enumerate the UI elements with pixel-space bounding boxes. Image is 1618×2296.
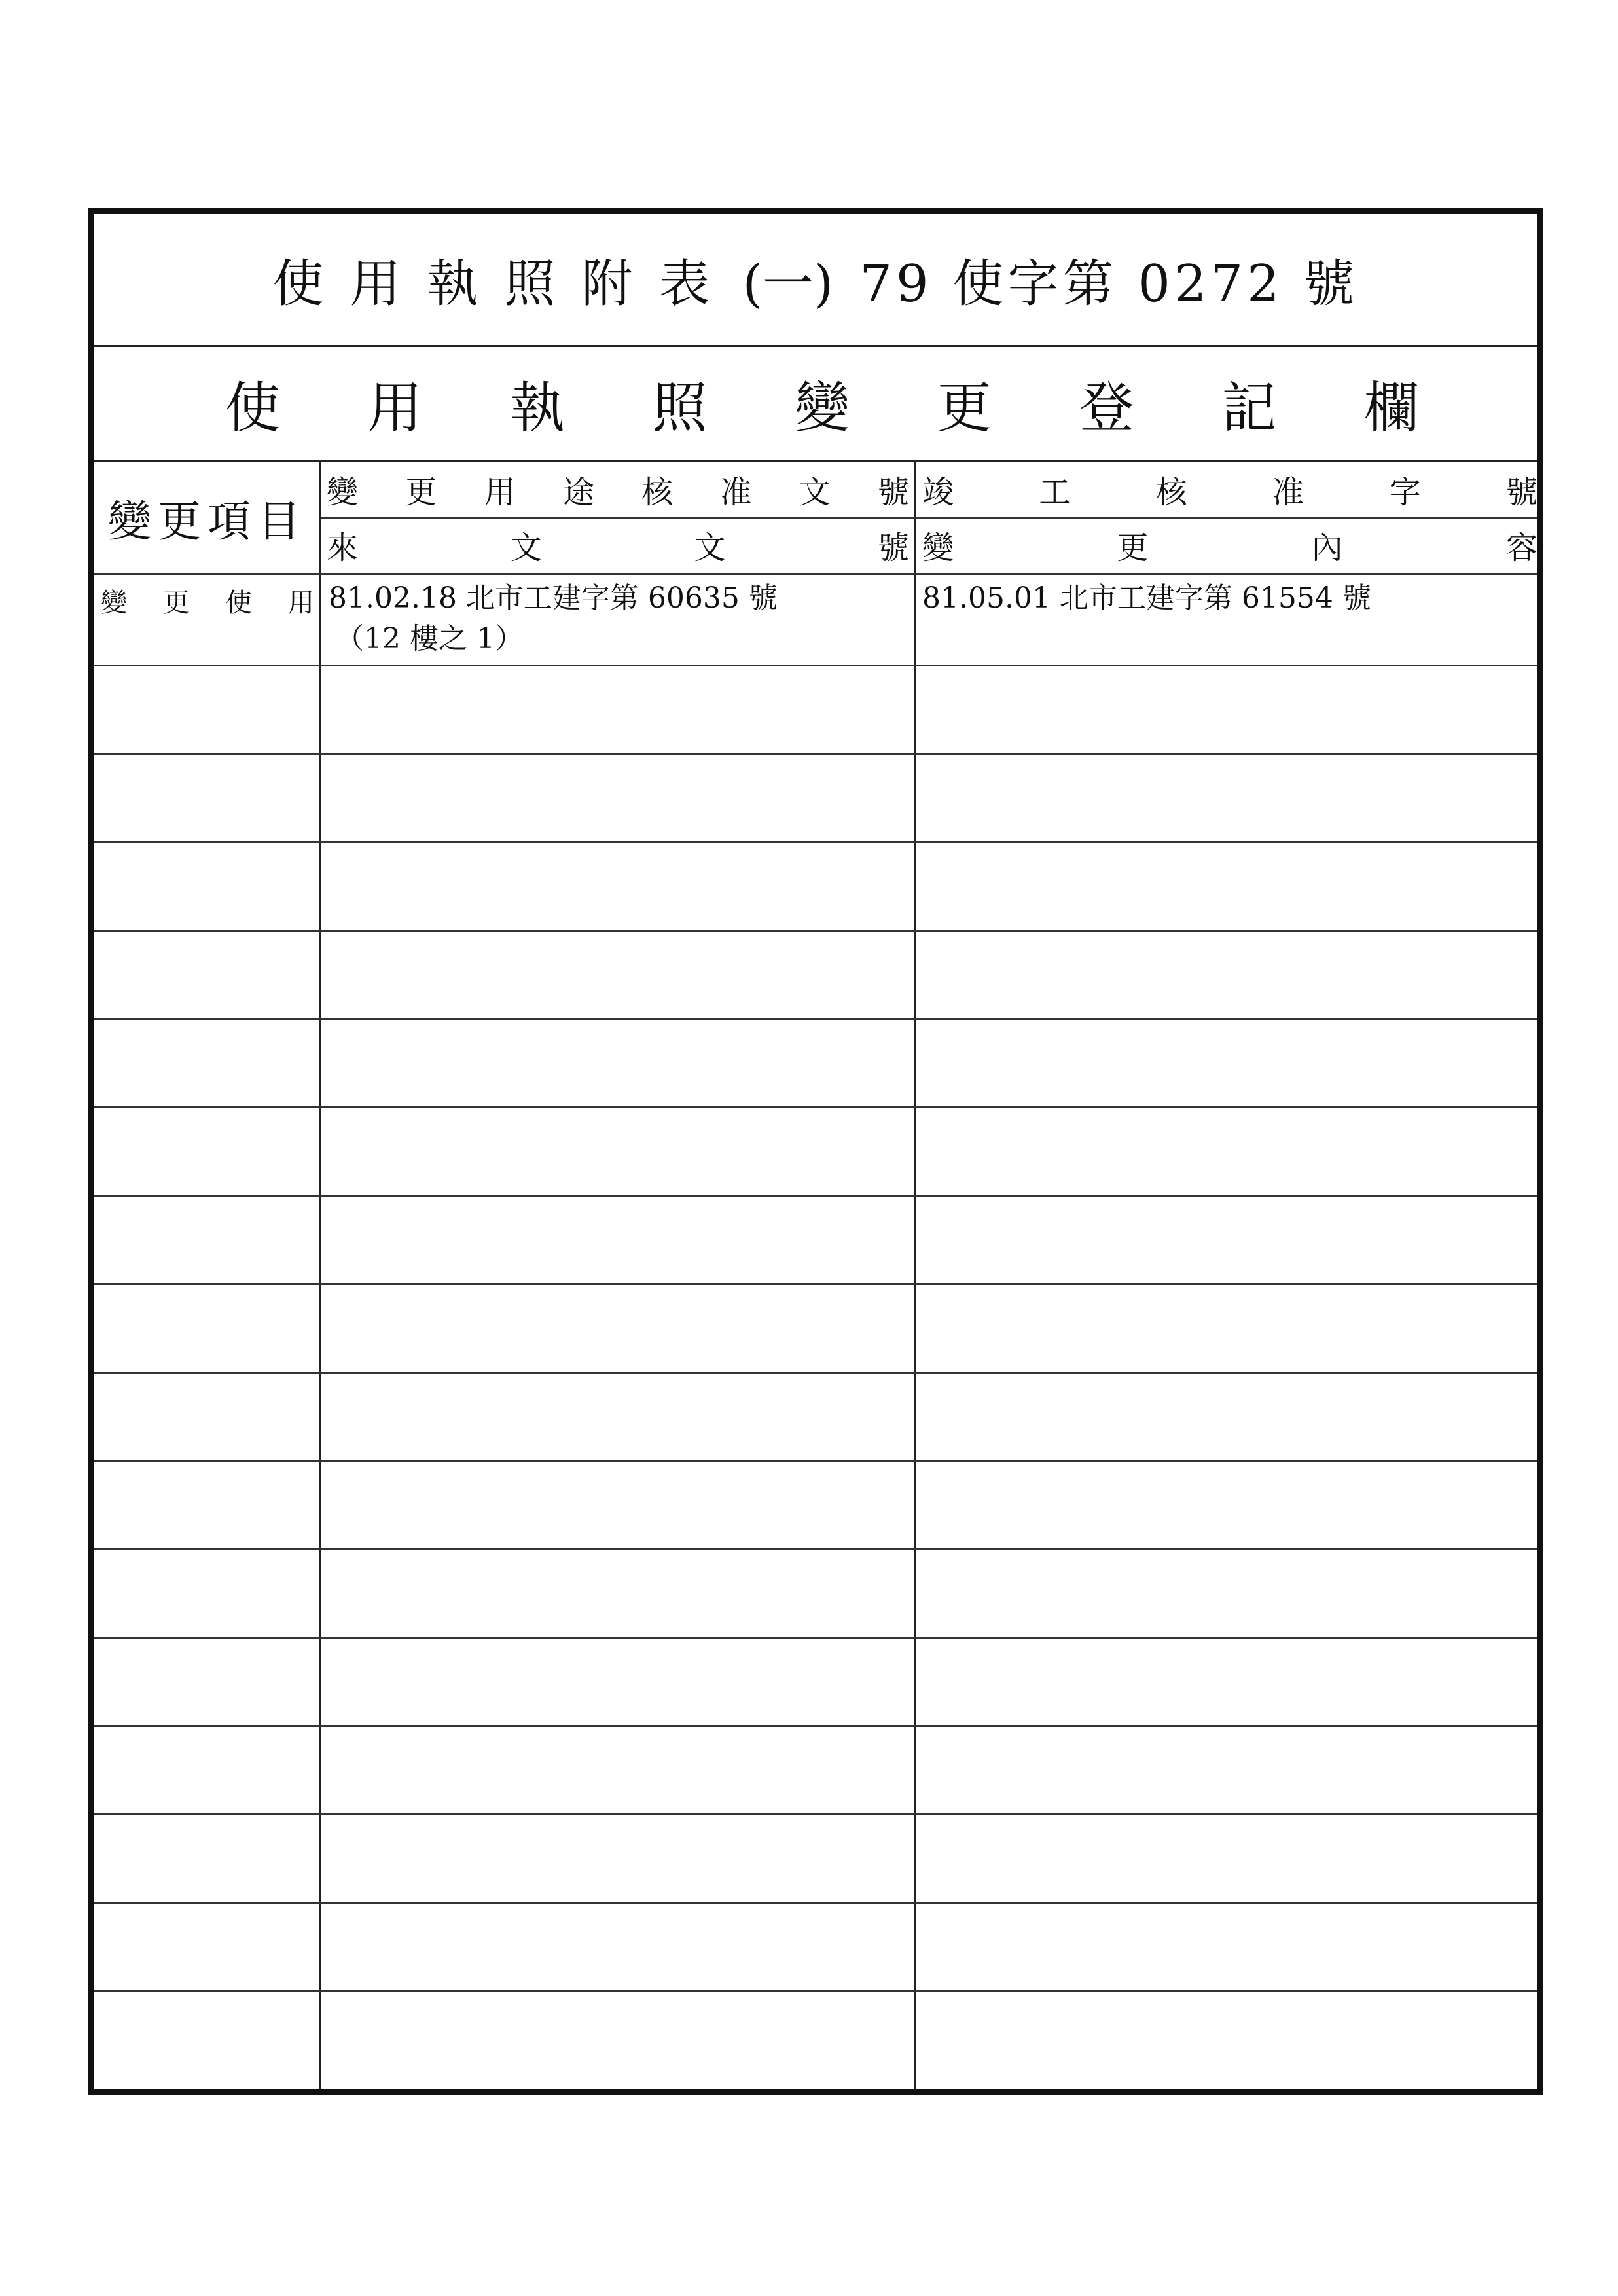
row-divider: [94, 841, 1537, 843]
column-divider: [319, 462, 321, 2089]
row-divider: [94, 665, 1537, 666]
section-heading: [94, 347, 1537, 462]
header-change-content: [922, 517, 1537, 573]
item-char: 使: [225, 588, 252, 618]
completion-doc-number: 81.05.01 北市工建字第 61554 號: [922, 581, 1371, 615]
row-divider: [94, 1372, 1537, 1374]
header-char: 用: [484, 474, 516, 511]
header-char: 核: [641, 474, 674, 511]
header-char: 容: [1505, 530, 1537, 566]
heading-char: 登: [1079, 375, 1134, 440]
header-char: 准: [720, 474, 752, 511]
header-char: 准: [1272, 474, 1304, 511]
header-char: 文: [510, 530, 542, 566]
row-divider: [94, 1018, 1537, 1020]
unit-note: （12 樓之 1）: [335, 622, 524, 655]
row-divider: [94, 1990, 1537, 1992]
header-approval-doc: [327, 462, 909, 517]
approval-doc-number: 81.02.18 北市工建字第 60635 號: [329, 581, 778, 615]
heading-char: 用: [367, 375, 423, 440]
header-char: 變: [327, 474, 359, 511]
heading-char: 欄: [1363, 375, 1419, 440]
header-char: 號: [1505, 474, 1537, 511]
row-divider: [94, 1813, 1537, 1815]
row-divider: [94, 1548, 1537, 1550]
title-paren: (一): [742, 255, 834, 314]
heading-char: 使: [225, 375, 281, 440]
item-char: 用: [287, 588, 314, 618]
row-divider: [94, 753, 1537, 755]
item-char: 更: [163, 588, 190, 618]
heading-char: 照: [652, 375, 708, 440]
header-char: 更: [1117, 530, 1149, 566]
header-char: 號: [877, 474, 909, 511]
header-incoming-doc: [327, 517, 909, 573]
header-char: 號: [877, 530, 909, 566]
header-char: 來: [327, 530, 359, 566]
header-char: 工: [1039, 474, 1071, 511]
header-char: 字: [1389, 474, 1421, 511]
row-divider: [94, 1195, 1537, 1197]
permit-number: 79 使字第 0272 號: [859, 255, 1359, 314]
title-main: 使用執照附表: [272, 255, 736, 314]
item-char: 變: [101, 588, 127, 618]
header-divider: [321, 517, 1537, 519]
header-char: 竣: [922, 474, 954, 511]
header-char: 文: [799, 474, 831, 511]
row-divider: [94, 930, 1537, 932]
column-divider: [914, 462, 916, 2089]
header-char: 文: [694, 530, 726, 566]
header-char: 更: [405, 474, 437, 511]
header-char: 途: [562, 474, 594, 511]
header-char: 內: [1311, 530, 1343, 566]
row-divider: [94, 1106, 1537, 1108]
heading-char: 變: [794, 375, 850, 440]
row-item: [101, 582, 314, 619]
heading-char: 記: [1221, 375, 1277, 440]
heading-char: 更: [937, 375, 992, 440]
row-divider: [94, 1725, 1537, 1727]
row-divider: [94, 1637, 1537, 1639]
item-header: 變更項目: [108, 496, 307, 547]
form-title: [94, 214, 1537, 347]
header-char: 變: [922, 530, 954, 566]
row-divider: [94, 1460, 1537, 1462]
header-char: 核: [1155, 474, 1187, 511]
row-divider: [94, 1283, 1537, 1285]
row-divider: [94, 573, 1537, 575]
header-completion-approval: [922, 462, 1537, 517]
usage-permit-form: [88, 208, 1543, 2095]
heading-char: 執: [509, 375, 565, 440]
row-divider: [94, 1902, 1537, 1904]
